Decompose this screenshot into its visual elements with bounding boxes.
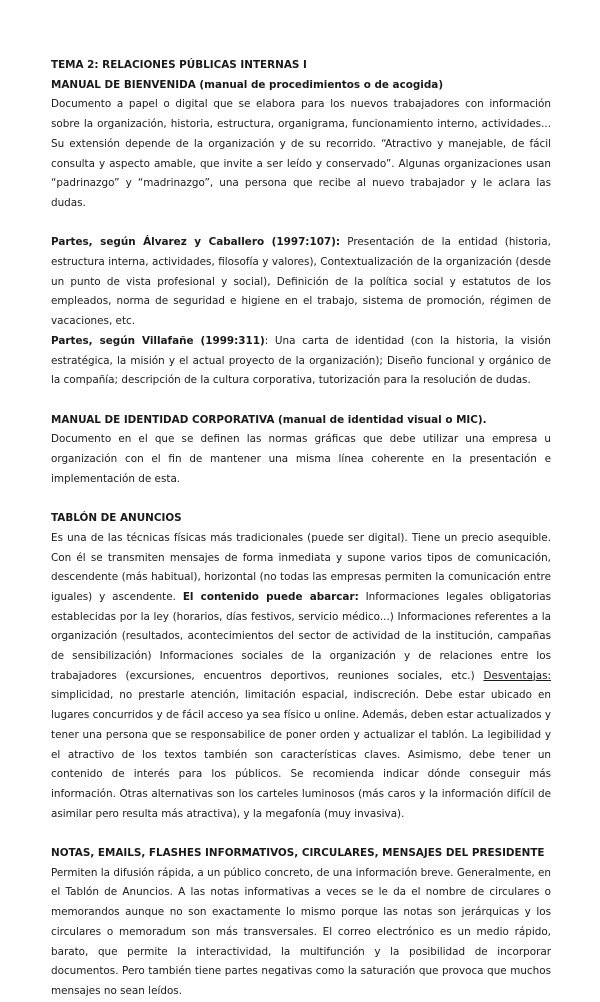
- partes-alvarez-label: Partes, según Álvarez y Caballero (1997:107):: [51, 236, 341, 249]
- partes-alvarez-paragraph: [51, 233, 551, 332]
- partes-villafane-label: Partes, según Villafañe (1999:311): [51, 334, 265, 347]
- tablon-desventajas-label: Desventajas:: [483, 669, 551, 682]
- partes-alvarez-text: Presentación de la entidad (historia, estructura interna, actividades, filosofía y valores), Contextualización de la organización (desde un punto de vista profesional y social), Definición de la política social y estatutos de los empleados, norma de seguridad e higiene en el trabajo, sistema de promoción, régimen de vacaciones, etc.: [51, 236, 551, 328]
- partes-villafane-paragraph: [51, 332, 551, 391]
- tablon-contenido-label: El contenido puede abarcar:: [182, 590, 359, 603]
- manual-bienvenida-heading: MANUAL DE BIENVENIDA (manual de procedimientos o de acogida): [51, 78, 444, 91]
- notas-heading: NOTAS, EMAILS, FLASHES INFORMATIVOS, CIRCULARES, MENSAJES DEL PRESIDENTE: [51, 847, 545, 860]
- manual-identidad-heading: MANUAL DE IDENTIDAD CORPORATIVA (manual de identidad visual o MIC).: [51, 413, 487, 426]
- spacer: [51, 214, 551, 234]
- spacer: [51, 489, 551, 509]
- document-title: TEMA 2: RELACIONES PÚBLICAS INTERNAS I: [51, 59, 307, 71]
- spacer: [51, 391, 551, 411]
- tablon-desventajas-text: simplicidad, no prestarle atención, limitación espacial, indiscreción. Debe estar ubicado en lugares concurridos y de fácil acceso ya sea físico u online. Además, deben estar actualizados y tener una persona que se responsabilice de poner orden y actualizar el tablón. La legibilidad y el atractivo de los textos también son características claves. Asimismo, debe tener un contenido de interés para los públicos. Se recomienda indicar dónde conseguir más información. Otras alternativas son los carteles luminosos (más caros y la información difícil de asimilar pero resulta más atractiva), y la megafonía (muy invasiva).: [51, 689, 551, 820]
- tablon-paragraph: [51, 529, 551, 825]
- notas-text: Permiten la difusión rápida, a un público concreto, de una información breve. Generalmente, en el Tablón de Anuncios. A las notas informativas a veces se le da el nombre de circulares o memorandos aunque no son exactamente lo mismo porque las notas son jerárquicas y los circulares o memoradum son más transversales. El correo electrónico es un medio rápido, barato, que permite la interactividad, la multifunción y la posibilidad de incorporar documentos. Pero también tiene partes negativas como la saturación que provoca que muchos mensajes no sean leídos.: [51, 866, 551, 997]
- tablon-heading: TABLÓN DE ANUNCIOS: [51, 512, 182, 525]
- tablon-contenido-text: Informaciones legales obligatorias establecidas por la ley (horarios, días festivos, servicio médico...) Informaciones referentes a la organización (resultados, acontecimientos del sector de actividad de la institución, campañas de sensibilización) Informaciones sociales de la organización y de relaciones entre los trabajadores (excursiones, encuentros deportivos, reuniones sociales, etc.): [51, 590, 551, 682]
- manual-bienvenida-text: Documento a papel o digital que se elabora para los nuevos trabajadores con información sobre la organización, historia, estructura, organigrama, funcionamiento interno, actividades... Su extensión depende de la organización y de su recorrido. “Atractivo y manejable, de fácil consulta y aspecto amable, que invite a ser leído y conservado”. Algunas organizaciones usan “padrinazgo” y “madrinazgo”, una persona que recibe al nuevo trabajador y le aclara las dudas.: [51, 98, 551, 209]
- tablon-intro-text: Es una de las técnicas físicas más tradicionales (puede ser digital). Tiene un precio asequible. Con él se transmiten mensajes de forma inmediata y supone varios tipos de comunicación, descendente (más habitual), horizontal (no todas las empresas permiten la comunicación entre iguales) y ascendente.: [51, 531, 551, 603]
- partes-villafane-text: : Una carta de identidad (con la historia, la visión estratégica, la misión y el actual proyecto de la organización); Diseño funcional y orgánico de la compañía; descripción de la cultura corporativa, tutorización para la resolución de dudas.: [51, 334, 551, 387]
- manual-identidad-text: Documento en el que se definen las normas gráficas que debe utilizar una empresa u organización con el fin de mantener una misma línea coherente en la presentación e implementación de esta.: [51, 433, 551, 485]
- spacer: [51, 824, 551, 844]
